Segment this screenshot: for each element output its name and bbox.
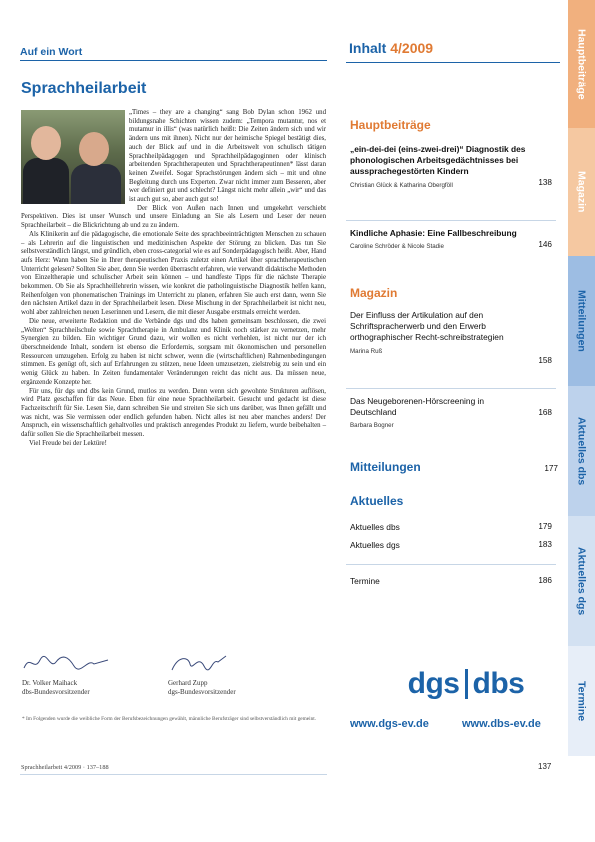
tab-mitteilungen[interactable] <box>568 256 595 386</box>
tab-aktuelles-dbs[interactable] <box>568 386 595 516</box>
signature-role: dgs-Bundesvorsitzender <box>168 688 236 696</box>
signature-name: Dr. Volker Maihack <box>22 679 78 687</box>
article-paragraph: „Times – they are a changing“ sang Bob Dylan schon 1962 und bildungsnahe Schichten wissen zudem: „Tempora mutantur, nos et mutamur in illis“ (was natürlich heißt: Die Zeiten ändern sich und wir ändern uns mit ihnen). Nicht nur der heimische Spiegel bestätigt dies, auch der Blick auf und in die Arbeitswelt von schulisch tätigen Sprachheilpädagogen und Sprachheilpädagoginnen oder klinisch arbeitenden Sprachtherapeuten und Sprachtherapeutinnen* lässt daran keinen Zweifel. Sogar Sprachstörungen ändern sich – mit und ohne Begleitung durch uns Experten. Zwar nicht immer zum Besseren, aber wer definiert gut und schlecht? Längst nicht mehr allein „wir“ und das ist auch gut so, aber auch gut so! <box>129 109 326 204</box>
tab-termine[interactable] <box>568 646 595 756</box>
toc-entry[interactable] <box>350 396 552 429</box>
toc-entry-page: 158 <box>538 356 552 365</box>
toc-entry-author: Christian Glück & Katharina Obergföll <box>350 181 453 189</box>
toc-entry[interactable] <box>350 576 552 587</box>
article-title: Sprachheilarbeit <box>21 80 147 97</box>
tab-label: Termine <box>575 680 588 722</box>
tab-label: Magazin <box>575 171 588 213</box>
toc-entry-page: 183 <box>538 540 552 549</box>
page-number: 137 <box>538 762 552 771</box>
signature-name: Gerhard Zupp <box>168 679 208 687</box>
toc-divider <box>346 62 560 63</box>
tab-magazin[interactable] <box>568 128 595 256</box>
footer-divider <box>20 774 327 775</box>
toc-entry-page: 168 <box>538 408 552 417</box>
tab-hauptbeitraege[interactable] <box>568 0 595 128</box>
toc-divider <box>346 564 556 565</box>
toc-entry-page: 138 <box>538 178 552 187</box>
signature-scrawl-icon <box>168 652 258 674</box>
toc-entry[interactable] <box>350 310 552 365</box>
toc-entry[interactable] <box>350 540 552 551</box>
tab-label: Aktuelles dgs <box>575 546 588 616</box>
logo-divider <box>465 669 468 699</box>
article-paragraph: Für uns, für dgs und dbs kein Grund, mutlos zu werden. Denn wenn sich gewohnte Strukturen auflösen, wird Platz geschaffen für das Neue. Eben für eine neue Sprachheilarbeit. Gesucht und gedacht ist diese Fachzeitschrift für Sie. Lesen Sie, dann schreiben Sie und streiten Sie sich uns darüber, was Ihnen gefällt und was nicht, was Sie vermissen oder endlich gefunden haben. Nicht alles ist neu aber manches anders! Der Anspruch, ein wissenschaftlich gehaltvolles und praktisch anregendes Produkt zu liefern, wurde beibehalten – dafür sollen Sie die Sprachheilarbeit messen. <box>21 387 326 439</box>
toc-title <box>349 40 433 56</box>
article-paragraph: Der Blick von Außen nach Innen und umgekehrt verschiebt Perspektiven. Dies ist unser Wunsch und unsere Einladung an Sie als Lesern und Leser der neuen Sprachheilarbeit – die Blickrichtung ab und zu zu ändern. <box>21 204 326 230</box>
toc-entry-page: 177 <box>544 464 558 473</box>
toc-entry-author: Barbara Bogner <box>350 422 394 430</box>
journal-reference: Sprachheilarbeit 4/2009 · 137–188 <box>21 764 109 771</box>
toc-section-magazin: Magazin <box>350 286 398 300</box>
toc-entry-title: Der Einfluss der Artikulation auf den Schriftspracherwerb und den Erwerb orthographischer Recht-schreibstrategien <box>350 310 504 343</box>
signature-maihack <box>22 652 152 697</box>
signature-zupp <box>168 652 298 697</box>
signature-scrawl-icon <box>22 652 112 674</box>
signature-role: dbs-Bundesvorsitzender <box>22 688 90 696</box>
toc-entry-page: 179 <box>538 522 552 531</box>
footnote: * Im Folgenden wurde die weibliche Form der Berufsbezeichnungen gewählt, männliche Berufsträger sind selbstverständlich mit gemeint. <box>22 716 317 722</box>
toc-section-hauptbeitraege: Hauptbeiträge <box>350 118 431 132</box>
toc-entry-page: 186 <box>538 576 552 585</box>
toc-entry[interactable] <box>350 522 552 533</box>
dbs-url-link[interactable]: www.dbs-ev.de <box>462 718 541 730</box>
toc-entry-author: Marina Ruß <box>350 347 383 355</box>
article-paragraph: Die neue, erweiterte Redaktion und die Verbände dgs und dbs haben gemeinsam beschlossen, die zwei „Welten“ Sprachheilschule sowie Sprachtherapie in Ambulanz und Klinik noch stärker zu vernetzen, mehr Synergien zu bilden. Ein wichtiger Grund dazu, wir wollen es nicht verhehlen, ist nicht nur der ich überschneidende Inhalt, sondern ist ebenso die Erfordernis, sorgsam mit ökonomischen und personellen Ressourcen umzugehen. Erfolg zu haben ist nicht schwer, wenn die (wirtschaftlichen) Rahmenbedingungen stimmen. Es genügt oft, sich auf Erfahrungen zu stützen, neue Ideen umzusetzen, zielstrebig zu sein und ein wenig Glück zu haben. In Zeiten fundamentaler Veränderungen reicht das nicht aus. Da müssen neue, ergänzende Konzepte her. <box>21 317 326 386</box>
toc-divider <box>346 220 556 221</box>
tab-aktuelles-dgs[interactable] <box>568 516 595 646</box>
closing-line: Viel Freude bei der Lektüre! <box>29 439 107 447</box>
article-body <box>21 109 326 448</box>
toc-entry-page: 146 <box>538 240 552 249</box>
toc-entry-title: „ein-dei-dei (eins-zwei-drei)“ Diagnostik des phonologischen Arbeitsgedächtnisses bei aussprachegestörten Kindern <box>350 144 526 177</box>
dbs-logo: dbs <box>472 667 525 700</box>
dgs-url-link[interactable]: www.dgs-ev.de <box>350 718 429 730</box>
toc-entry-title: Kindliche Aphasie: Eine Fallbeschreibung <box>350 228 517 238</box>
toc-divider <box>346 388 556 389</box>
toc-entry-title: Termine <box>350 576 380 586</box>
toc-entry-title: Aktuelles dbs <box>350 522 400 532</box>
header-divider <box>20 60 327 61</box>
tab-label: Mitteilungen <box>575 290 588 352</box>
association-logos <box>386 664 546 704</box>
toc-issue: 4/2009 <box>390 40 434 56</box>
tab-label: Aktuelles dbs <box>575 416 588 486</box>
toc-entry[interactable] <box>350 228 552 250</box>
tab-label: Hauptbeiträge <box>575 28 588 100</box>
toc-entry[interactable] <box>350 144 552 189</box>
toc-entry-title: Das Neugeborenen-Hörscreening in Deutschland <box>350 396 485 418</box>
signatures <box>22 652 322 714</box>
article-paragraph: Als Klinikerin auf die pädagogische, die emotionale Seite des sprachbeeinträchtigten Menschen zu schauen – als Lehrerin auf die linguistischen und medizinischen Aspekte der Störung zu blicken. Das tun Sie selbstverständlich längst, und gründlich, eben cross-categorial wie es auf Sonderpädagogisch heißt. Aber, Hand aufs Herz: Wann haben Sie in Ihrer therapeutischen Praxis zuletzt einen Artikel über sprachtherapeutischen Unterricht gelesen? Sollten Sie aber, denn Sie werden überrascht erfahren, wie verwandt didaktische Methoden von Einzeltherapie und schulischer Arbeit sein können – und handfeste Tipps für die nächste Therapie bekommen. Ob Sie als Sprachheillehrerin wissen, wie konkret die patholinguistische Diagnostik helfen kann, Reihenfolgen von phonematischen Trainings im Unterricht zu planen, erfahren Sie auch erst dann, wenn Sie den nächsten Artikel dazu in der Sprachheilarbeit lesen. Diese Mischung in der Sprachheilarbeit ist nicht neu, wohl aber zahlreichen neuen Leserinnen und Lesern, die mit dieser Ausgabe erstmals erreicht werden. <box>21 230 326 317</box>
toc-entry-title: Aktuelles dgs <box>350 540 400 550</box>
toc-section-mitteilungen[interactable]: Mitteilungen <box>350 460 421 474</box>
toc-section-aktuelles: Aktuelles <box>350 494 404 508</box>
toc-entry-author: Caroline Schröder & Nicole Stadie <box>350 243 444 251</box>
section-label: Auf ein Wort <box>20 46 83 58</box>
toc-title-text: Inhalt <box>349 40 387 56</box>
dgs-logo: dgs <box>407 667 460 700</box>
